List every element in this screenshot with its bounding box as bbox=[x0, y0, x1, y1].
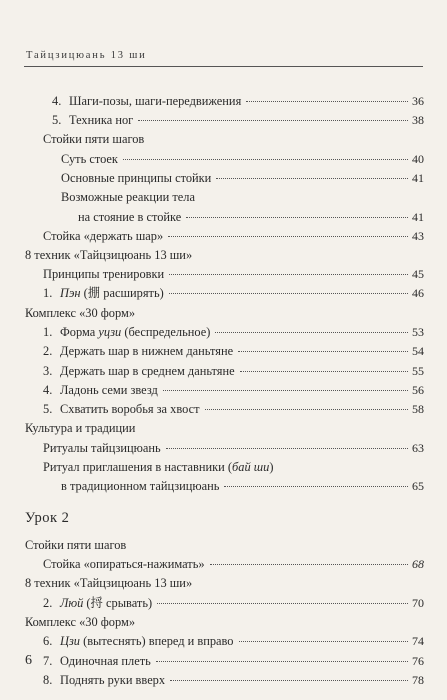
running-head: Тайцзицюань 13 ши bbox=[26, 50, 147, 61]
entry-title-prefix: Форма bbox=[60, 325, 99, 339]
toc-section-heading[interactable] bbox=[25, 573, 424, 593]
toc-section-heading[interactable] bbox=[43, 129, 424, 149]
entry-page-number: 74 bbox=[412, 634, 424, 648]
entry-page-number: 40 bbox=[412, 152, 424, 166]
toc-section-heading[interactable] bbox=[25, 612, 424, 632]
entry-title: Держать шар в нижнем даньтяне bbox=[60, 344, 234, 358]
leader-dots bbox=[239, 641, 408, 642]
entry-title: Принципы тренировки bbox=[43, 267, 165, 281]
entry-title: Одиночная плеть bbox=[60, 654, 151, 668]
entry-title: Культура и традиции bbox=[25, 421, 136, 435]
entry-page-number: 54 bbox=[412, 344, 424, 358]
entry-title-italic: уцзи bbox=[98, 325, 122, 339]
entry-number: 5. bbox=[52, 113, 62, 127]
entry-title: Ритуалы тайцзицюань bbox=[43, 441, 161, 455]
entry-page-number: 56 bbox=[412, 383, 424, 397]
entry-number: 6. bbox=[43, 634, 53, 648]
toc-entry[interactable] bbox=[43, 438, 424, 458]
entry-title: Стойки пяти шагов bbox=[43, 132, 145, 146]
leader-dots bbox=[170, 680, 408, 681]
entry-title-italic: Люй bbox=[60, 596, 84, 610]
entry-number: 1. bbox=[43, 325, 53, 339]
entry-title-rest: (掤 расширять) bbox=[80, 286, 164, 300]
toc-entry[interactable] bbox=[43, 361, 424, 381]
entry-title bbox=[43, 457, 273, 477]
entry-title-rest: (вытеснять) вперед и вправо bbox=[79, 634, 234, 648]
entry-title: 8 техник «Тайцзицюань 13 ши» bbox=[25, 248, 193, 262]
entry-page-number: 76 bbox=[412, 654, 424, 668]
entry-title: Стойка «держать шар» bbox=[43, 229, 164, 243]
entry-title bbox=[60, 322, 210, 342]
entry-page-number: 41 bbox=[412, 210, 424, 224]
leader-dots bbox=[169, 274, 408, 275]
leader-dots bbox=[138, 120, 408, 121]
entry-page-number: 53 bbox=[412, 325, 424, 339]
leader-dots bbox=[157, 603, 408, 604]
entry-title: Держать шар в среднем даньтяне bbox=[60, 364, 235, 378]
leader-dots bbox=[240, 371, 408, 372]
leader-dots bbox=[163, 390, 408, 391]
toc-entry[interactable] bbox=[43, 341, 424, 361]
leader-dots bbox=[205, 409, 408, 410]
entry-title: Возможные реакции тела bbox=[61, 190, 195, 204]
leader-dots bbox=[123, 159, 408, 160]
entry-title: Ладонь семи звезд bbox=[60, 383, 158, 397]
leader-dots bbox=[246, 101, 408, 102]
toc-entry[interactable] bbox=[52, 91, 424, 111]
entry-page-number: 43 bbox=[412, 229, 424, 243]
entry-page-number: 38 bbox=[412, 113, 424, 127]
entry-title: Комплекс «30 форм» bbox=[25, 306, 136, 320]
leader-dots bbox=[238, 351, 408, 352]
entry-page-number: 58 bbox=[412, 402, 424, 416]
entry-page-number: 65 bbox=[412, 479, 424, 493]
toc-entry[interactable] bbox=[43, 322, 424, 342]
leader-dots bbox=[156, 661, 408, 662]
leader-dots bbox=[215, 332, 408, 333]
leader-dots bbox=[186, 217, 408, 218]
toc-section-heading[interactable] bbox=[25, 245, 424, 265]
entry-number: 5. bbox=[43, 402, 53, 416]
entry-page-number: 55 bbox=[412, 364, 424, 378]
lesson-heading: Урок 2 bbox=[25, 510, 70, 526]
toc-entry[interactable] bbox=[43, 651, 424, 671]
entry-number: 7. bbox=[43, 654, 53, 668]
toc-entry[interactable] bbox=[43, 380, 424, 400]
entry-title: Суть стоек bbox=[61, 152, 118, 166]
toc-entry[interactable] bbox=[43, 631, 424, 651]
entry-title-rest: ) bbox=[269, 460, 274, 474]
entry-number: 2. bbox=[43, 344, 53, 358]
entry-title: в традиционном тайцзицюань bbox=[61, 479, 220, 493]
entry-title: Стойки пяти шагов bbox=[25, 538, 127, 552]
toc-entry[interactable] bbox=[52, 110, 424, 130]
entry-title: Техника ног bbox=[69, 113, 134, 127]
entry-title-italic: бай ши bbox=[232, 460, 270, 474]
entry-page-number: 36 bbox=[412, 94, 424, 108]
entry-page-number: 63 bbox=[412, 441, 424, 455]
entry-title: на стояние в стойке bbox=[78, 210, 182, 224]
header-rule bbox=[24, 66, 423, 67]
leader-dots bbox=[169, 293, 408, 294]
toc-entry[interactable] bbox=[61, 187, 424, 207]
toc-section-heading[interactable] bbox=[25, 535, 424, 555]
toc-entry[interactable] bbox=[43, 283, 424, 303]
toc-entry[interactable] bbox=[43, 554, 424, 574]
leader-dots bbox=[168, 236, 408, 237]
toc-entry[interactable] bbox=[43, 593, 424, 613]
leader-dots bbox=[224, 486, 408, 487]
entry-page-number: 41 bbox=[412, 171, 424, 185]
leader-dots bbox=[210, 564, 408, 565]
entry-title-prefix: Ритуал приглашения в наставники ( bbox=[43, 460, 233, 474]
entry-title: Шаги-позы, шаги-передвижения bbox=[69, 94, 242, 108]
entry-number: 4. bbox=[43, 383, 53, 397]
entry-number: 1. bbox=[43, 286, 53, 300]
entry-title bbox=[60, 283, 164, 303]
entry-page-number: 68 bbox=[412, 557, 424, 571]
entry-title: 8 техник «Тайцзицюань 13 ши» bbox=[25, 576, 193, 590]
toc-entry[interactable] bbox=[61, 168, 424, 188]
entry-number: 3. bbox=[43, 364, 53, 378]
entry-title: Комплекс «30 форм» bbox=[25, 615, 136, 629]
entry-page-number: 70 bbox=[412, 596, 424, 610]
page-number: 6 bbox=[25, 653, 32, 668]
toc-entry-continuation[interactable] bbox=[78, 207, 424, 227]
entry-title-rest: (беспредельное) bbox=[121, 325, 211, 339]
toc-entry[interactable] bbox=[61, 149, 424, 169]
entry-page-number: 45 bbox=[412, 267, 424, 281]
entry-number: 4. bbox=[52, 94, 62, 108]
toc-entry[interactable] bbox=[43, 226, 424, 246]
toc-section-heading[interactable] bbox=[25, 303, 424, 323]
entry-number: 2. bbox=[43, 596, 53, 610]
entry-title: Схватить воробья за хвост bbox=[60, 402, 200, 416]
entry-page-number: 78 bbox=[412, 673, 424, 687]
entry-title-italic: Цзи bbox=[60, 634, 80, 648]
toc-entry-continuation[interactable] bbox=[61, 476, 424, 496]
leader-dots bbox=[166, 448, 408, 449]
toc-section-heading[interactable] bbox=[25, 418, 424, 438]
entry-number: 8. bbox=[43, 673, 53, 687]
entry-title-italic: Пэн bbox=[60, 286, 81, 300]
toc-entry[interactable] bbox=[43, 457, 424, 477]
toc-entry[interactable] bbox=[43, 399, 424, 419]
entry-title bbox=[60, 631, 234, 651]
entry-title: Основные принципы стойки bbox=[61, 171, 212, 185]
entry-title bbox=[60, 593, 152, 613]
entry-title: Поднять руки вверх bbox=[60, 673, 166, 687]
leader-dots bbox=[216, 178, 408, 179]
toc-entry[interactable] bbox=[43, 670, 424, 690]
toc-entry[interactable] bbox=[43, 264, 424, 284]
entry-page-number: 46 bbox=[412, 286, 424, 300]
entry-title: Стойка «опираться-нажимать» bbox=[43, 557, 205, 571]
entry-title-rest: (捋 срывать) bbox=[83, 596, 153, 610]
